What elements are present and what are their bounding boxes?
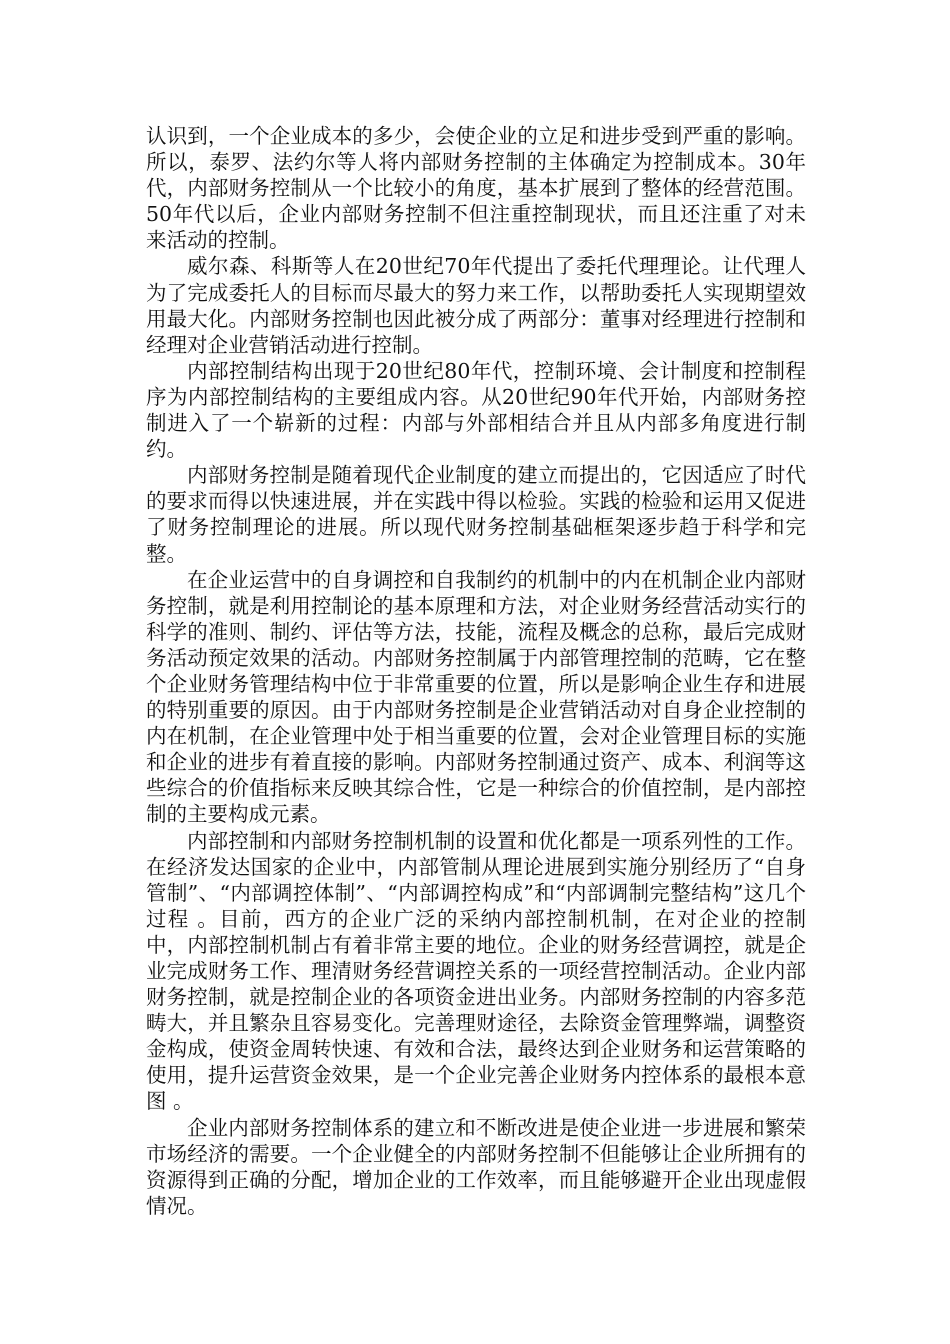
paragraph-6: 内部控制和内部财务控制机制的设置和优化都是一项系列性的工作。在经济发达国家的企业中，内部管制从理论进展到实施分别经历了“自身管制”、“内部调控体制”、“内部调控构成”和“内部调制完整结构”这几个过程 。目前，西方的企业广泛的采纳内部控制机制，在对企业的控制中，内部控制机制占有着非常主要的地位。企业的财务经营调控，就是企业完成财务工作、理清财务经营调控关系的一项经营控制活动。企业内部财务控制，就是控制企业的各项资金进出业务。内部财务控制的内容多范畴大，并且繁杂且容易变化。完善理财途径，去除资金管理弊端，调整资金构成，使资金周转快速、有效和合法，最终达到企业财务和运营策略的使用，提升运营资金效果，是一个企业完善企业财务内控体系的最根本意图 。 <box>146 828 806 1114</box>
document-body <box>146 123 806 1219</box>
paragraph-5: 在企业运营中的自身调控和自我制约的机制中的内在机制企业内部财务控制，就是利用控制论的基本原理和方法，对企业财务经营活动实行的科学的准则、制约、评估等方法，技能，流程及概念的总称，最后完成财务活动预定效果的活动。内部财务控制属于内部管理控制的范畴，它在整个企业财务管理结构中位于非常重要的位置，所以是影响企业生存和进展的特别重要的原因。由于内部财务控制是企业营销活动对自身企业控制的内在机制，在企业管理中处于相当重要的位置，会对企业管理目标的实施和企业的进步有着直接的影响。内部财务控制通过资产、成本、利润等这些综合的价值指标来反映其综合性，它是一种综合的价值控制，是内部控制的主要构成元素。 <box>146 567 806 827</box>
paragraph-2: 威尔森、科斯等人在20世纪70年代提出了委托代理理论。让代理人为了完成委托人的目标而尽最大的努力来工作，以帮助委托人实现期望效用最大化。内部财务控制也因此被分成了两部分：董事对经理进行控制和经理对企业营销活动进行控制。 <box>146 254 806 357</box>
paragraph-4: 内部财务控制是随着现代企业制度的建立而提出的，它因适应了时代的要求而得以快速进展，并在实践中得以检验。实践的检验和运用又促进了财务控制理论的进展。所以现代财务控制基础框架逐步趋于科学和完整。 <box>146 463 806 566</box>
paragraph-7: 企业内部财务控制体系的建立和不断改进是使企业进一步进展和繁荣市场经济的需要。一个企业健全的内部财务控制不但能够让企业所拥有的资源得到正确的分配，增加企业的工作效率，而且能够避开企业出现虚假情况。 <box>146 1115 806 1218</box>
paragraph-1: 认识到，一个企业成本的多少，会使企业的立足和进步受到严重的影响。所以，泰罗、法约尔等人将内部财务控制的主体确定为控制成本。30年代，内部财务控制从一个比较小的角度，基本扩展到了整体的经营范围。50年代以后，企业内部财务控制不但注重控制现状，而且还注重了对未来活动的控制。 <box>146 124 806 253</box>
paragraph-3: 内部控制结构出现于20世纪80年代，控制环境、会计制度和控制程序为内部控制结构的主要组成内容。从20世纪90年代开始，内部财务控制进入了一个崭新的过程：内部与外部相结合并且从内部多角度进行制约。 <box>146 358 806 462</box>
